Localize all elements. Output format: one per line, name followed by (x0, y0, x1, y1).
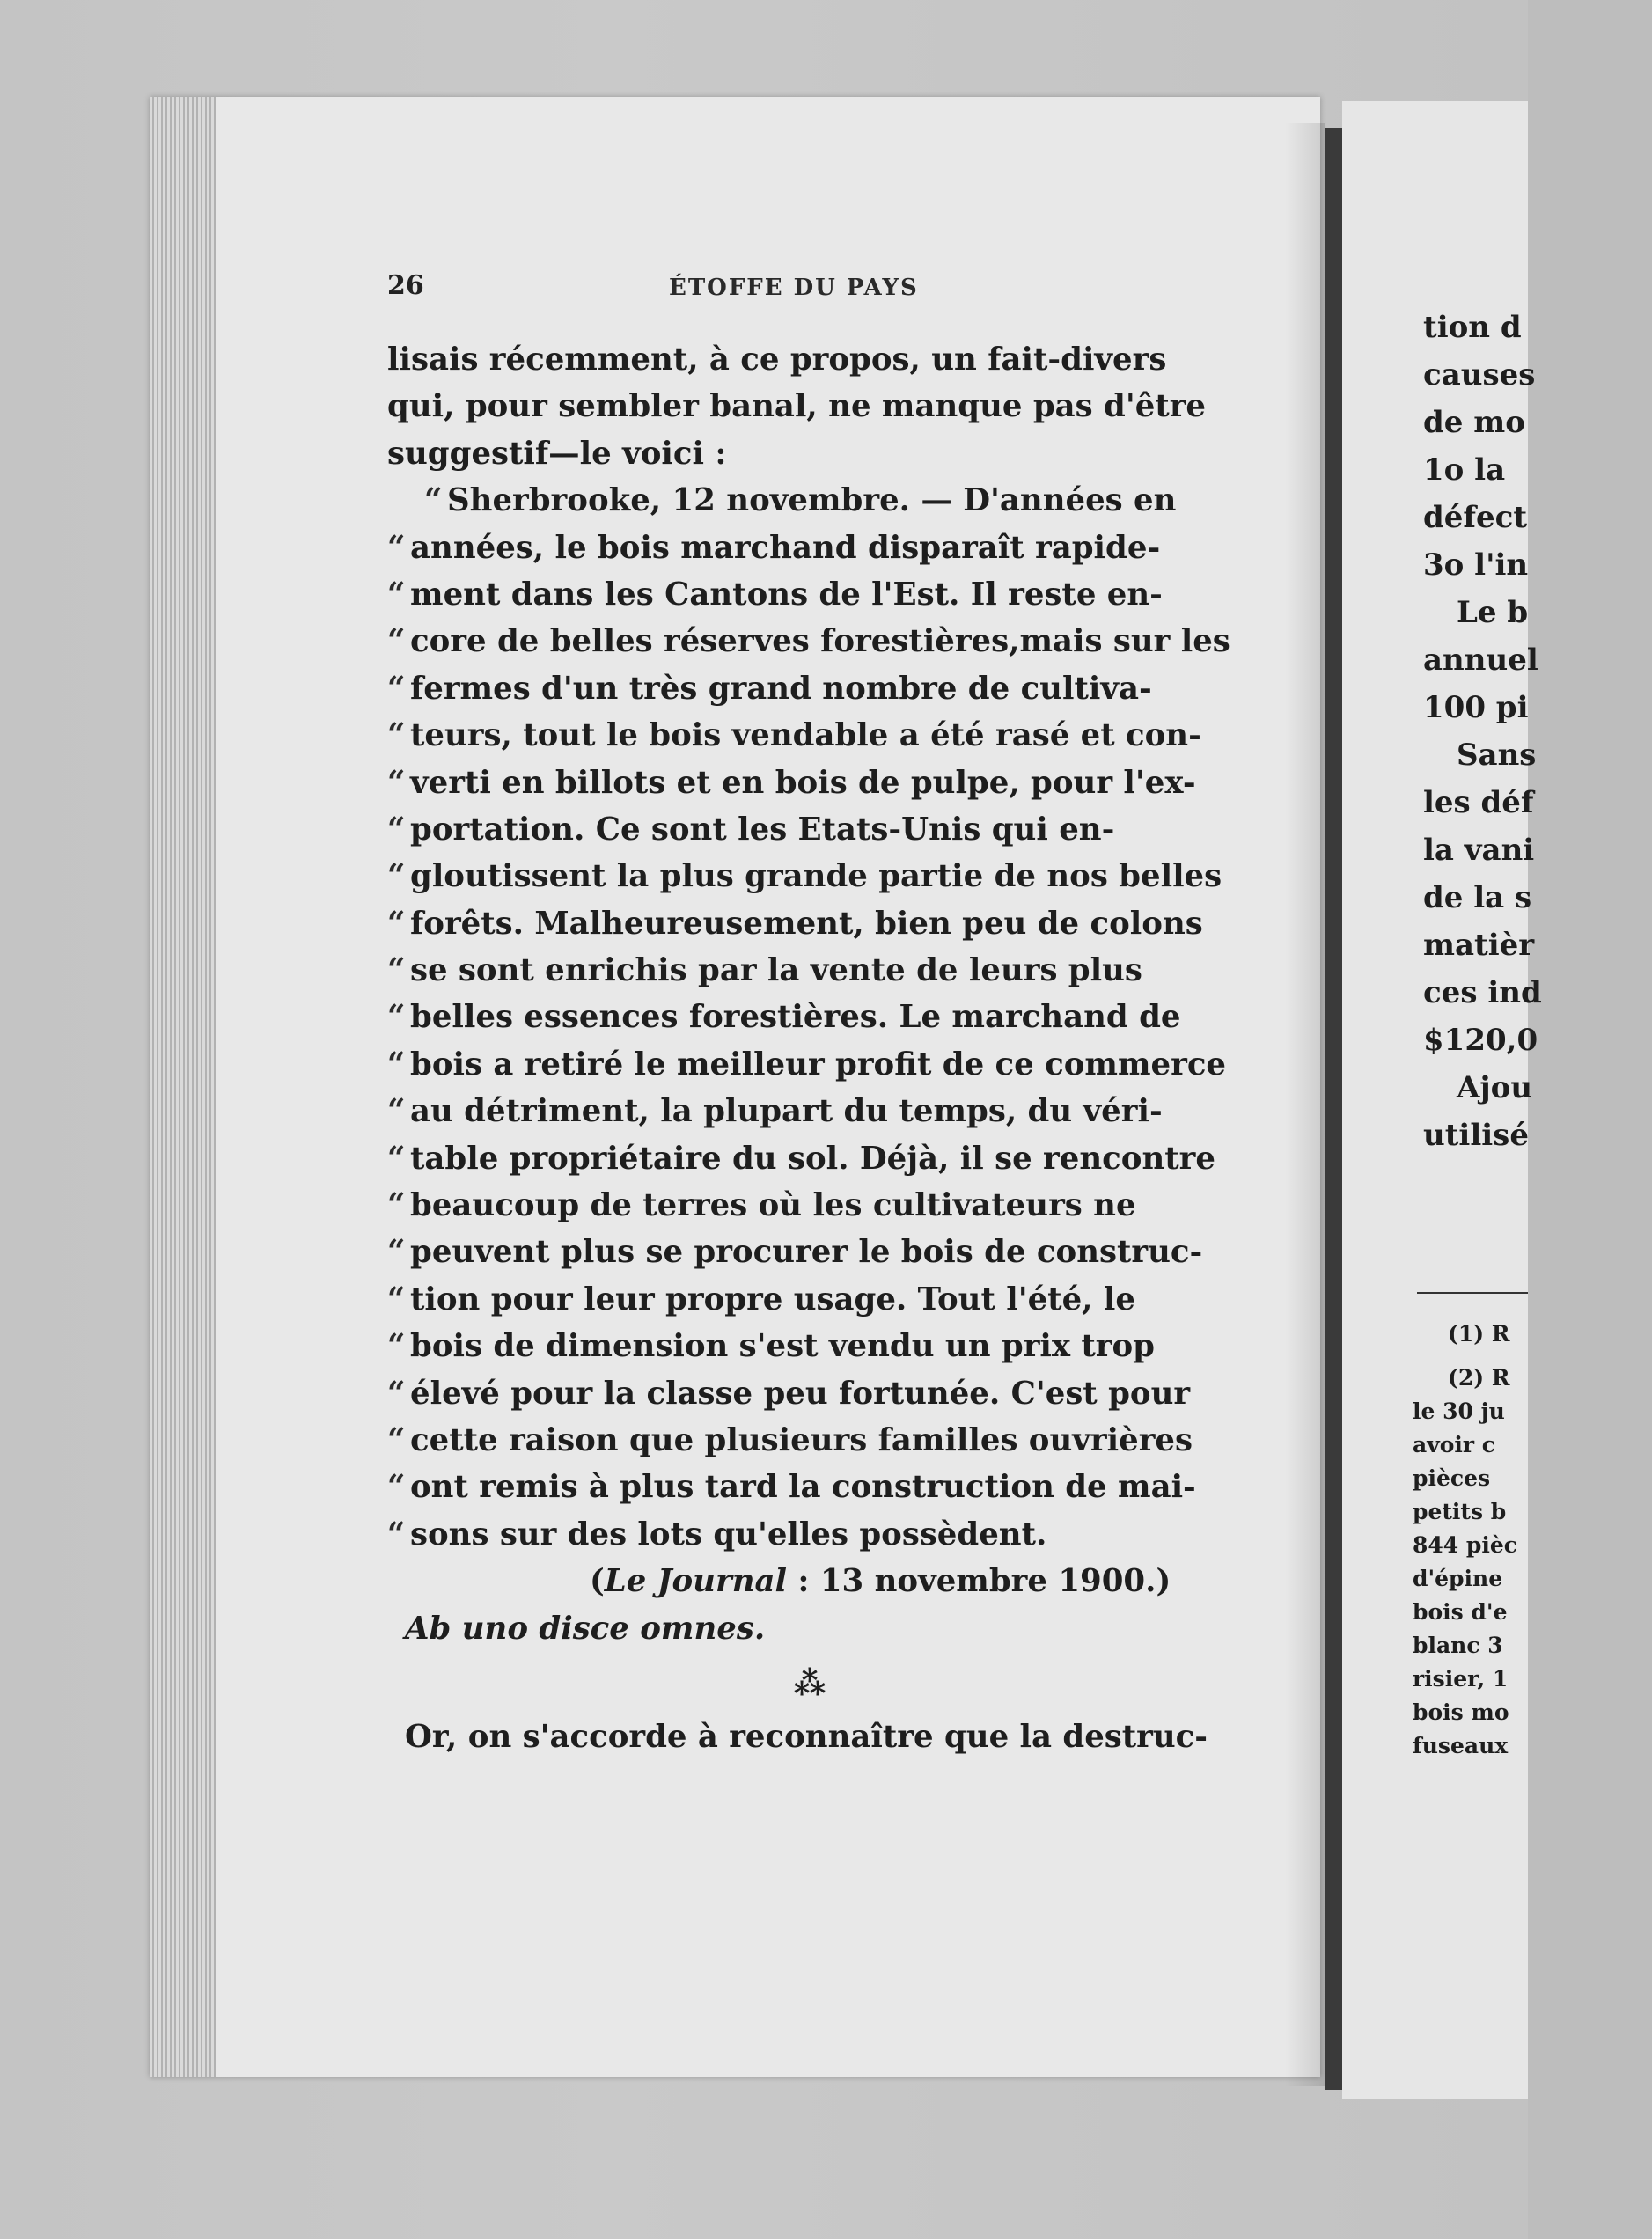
quote-mark: “ (387, 529, 406, 566)
quote-mark: “ (387, 1516, 406, 1553)
line-text: sons sur des lots qu'elles possèdent. (410, 1516, 1047, 1553)
final-line: Or, on s'accorde à reconnaître que la destruc- (405, 1718, 1208, 1755)
line-text: lisais récemment, à ce propos, un fait-divers (387, 341, 1167, 378)
line-text: table propriétaire du sol. Déjà, il se rencontre (410, 1140, 1215, 1177)
citation-rest: : 13 novembre 1900.) (787, 1563, 1171, 1600)
asterism: ⁂ (793, 1664, 826, 1702)
footnote-line: bois mo (1413, 1699, 1509, 1725)
line-text: beaucoup de terres où les cultivateurs ne (410, 1187, 1136, 1224)
text-line (387, 853, 1232, 899)
facing-page-notes (1413, 1318, 1553, 1763)
facing-line: défect (1423, 500, 1528, 535)
text-line (387, 1464, 1232, 1510)
footnote-line: bois d'e (1413, 1599, 1508, 1625)
quote-mark: “ (387, 1375, 406, 1412)
running-title: ÉTOFFE DU PAYS (669, 275, 919, 301)
quote-mark: “ (387, 1469, 406, 1506)
facing-line: Le b (1457, 595, 1529, 630)
text-line (387, 1041, 1232, 1088)
citation-open: ( (590, 1563, 605, 1600)
footnote-line: (1) R (1448, 1321, 1510, 1347)
quote-mark: “ (387, 623, 406, 660)
body-text (387, 336, 1232, 1760)
facing-line: $120,0 (1423, 1023, 1538, 1058)
quote-mark: “ (387, 1234, 406, 1271)
footnote-line: pièces (1413, 1465, 1491, 1491)
footnote-line: fuseaux (1413, 1733, 1509, 1758)
line-text: forêts. Malheureusement, bien peu de colons (410, 905, 1203, 942)
quote-mark: “ (387, 1328, 406, 1365)
text-line (387, 430, 1232, 477)
citation-source: Le Journal (604, 1563, 787, 1600)
footnote-line: blanc 3 (1413, 1633, 1503, 1658)
quote-mark: “ (387, 999, 406, 1036)
text-line (387, 1323, 1232, 1369)
line-text: core de belles réserves forestières,mais sur les (410, 623, 1230, 660)
line-text: Sherbrooke, 12 novembre. — D'années en (447, 482, 1177, 519)
line-text: ont remis à plus tard la construction de mai- (410, 1469, 1196, 1506)
facing-line: la vani (1423, 833, 1535, 868)
facing-line: les déf (1423, 785, 1534, 820)
quote-mark: “ (387, 1140, 406, 1177)
page-number: 26 (387, 270, 424, 301)
quote-mark: “ (387, 1421, 406, 1458)
text-line (387, 571, 1232, 618)
citation (387, 1558, 1232, 1604)
quote-mark: “ (387, 717, 406, 754)
facing-line: matièr (1423, 928, 1535, 963)
line-text: belles essences forestières. Le marchand de (410, 999, 1181, 1036)
facing-line: ces ind (1423, 975, 1542, 1010)
footnote-line: le 30 ju (1413, 1398, 1505, 1424)
quote-mark: “ (387, 811, 406, 848)
text-line (387, 477, 1232, 524)
line-text: teurs, tout le bois vendable a été rasé et con- (410, 717, 1201, 754)
facing-line: utilisé (1423, 1118, 1529, 1153)
text-line (387, 1370, 1232, 1417)
body-lines (387, 336, 1232, 1558)
line-text: années, le bois marchand disparaît rapide- (410, 529, 1161, 566)
quote-mark: “ (387, 1046, 406, 1083)
text-line (387, 383, 1232, 429)
facing-line: tion d (1423, 310, 1522, 345)
facing-line: causes (1423, 357, 1536, 393)
text-line (387, 1229, 1232, 1275)
footnote-line: 844 pièc (1413, 1532, 1517, 1558)
line-text: peuvent plus se procurer le bois de construc- (410, 1234, 1203, 1271)
footnote-rule (1417, 1292, 1528, 1294)
quote-mark: “ (424, 482, 443, 519)
footnote-line: avoir c (1413, 1432, 1495, 1457)
page-edges (150, 97, 216, 2077)
facing-line: Ajou (1457, 1070, 1533, 1105)
text-line (387, 947, 1232, 994)
quote-mark: “ (387, 1187, 406, 1224)
line-text: au détriment, la plupart du temps, du véri- (410, 1093, 1163, 1130)
facing-line: de la s (1423, 880, 1532, 915)
text-line (387, 806, 1232, 853)
line-text: élevé pour la classe peu fortunée. C'est pour (410, 1375, 1191, 1412)
text-line (387, 618, 1232, 664)
quote-mark: “ (387, 670, 406, 707)
footnote-line: risier, 1 (1413, 1666, 1509, 1692)
text-line (387, 1088, 1232, 1134)
quote-mark: “ (387, 952, 406, 989)
text-line (387, 525, 1232, 571)
footnote-line: (2) R (1448, 1365, 1510, 1391)
quote-mark: “ (387, 905, 406, 942)
text-line (387, 1417, 1232, 1464)
line-text: gloutissent la plus grande partie de nos belles (410, 858, 1222, 895)
quote-mark: “ (387, 1281, 406, 1318)
text-line (387, 1276, 1232, 1323)
line-text: portation. Ce sont les Etats-Unis qui en- (410, 811, 1115, 848)
facing-line: annuel (1423, 642, 1538, 678)
text-line (387, 1182, 1232, 1229)
facing-page-text (1423, 304, 1652, 1159)
line-text: ment dans les Cantons de l'Est. Il reste en- (410, 576, 1163, 613)
line-text: qui, pour sembler banal, ne manque pas d'être (387, 388, 1206, 425)
facing-line: 100 pi (1423, 690, 1529, 725)
line-text: tion pour leur propre usage. Tout l'été, le (410, 1281, 1135, 1318)
line-text: cette raison que plusieurs familles ouvrières (410, 1421, 1193, 1458)
text-line (387, 712, 1232, 759)
text-line (387, 994, 1232, 1040)
line-text: verti en billots et en bois de pulpe, pour l'ex- (410, 764, 1196, 801)
quote-mark: “ (387, 1093, 406, 1130)
text-line (387, 1135, 1232, 1182)
footnote-line: d'épine (1413, 1566, 1503, 1591)
footnote-line: petits b (1413, 1499, 1507, 1524)
line-text: suggestif—le voici : (387, 435, 727, 472)
quote-mark: “ (387, 764, 406, 801)
book-gutter (1325, 128, 1342, 2090)
line-text: se sont enrichis par la vente de leurs plus (410, 952, 1142, 989)
text-line (387, 665, 1232, 712)
latin-motto: Ab uno disce omnes. (405, 1610, 766, 1647)
spine-shadow (1285, 123, 1325, 2086)
line-text: bois de dimension s'est vendu un prix trop (410, 1328, 1156, 1365)
text-line (387, 900, 1232, 947)
text-line (387, 760, 1232, 806)
facing-line: 1o la (1423, 452, 1506, 488)
text-line (387, 1511, 1232, 1558)
line-text: bois a retiré le meilleur profit de ce commerce (410, 1046, 1227, 1083)
text-line (387, 336, 1232, 383)
quote-mark: “ (387, 858, 406, 895)
line-text: fermes d'un très grand nombre de cultiva- (410, 670, 1152, 707)
quote-mark: “ (387, 576, 406, 613)
facing-line: de mo (1423, 405, 1525, 440)
facing-line: 3o l'in (1423, 547, 1529, 583)
facing-line: Sans (1457, 738, 1537, 773)
